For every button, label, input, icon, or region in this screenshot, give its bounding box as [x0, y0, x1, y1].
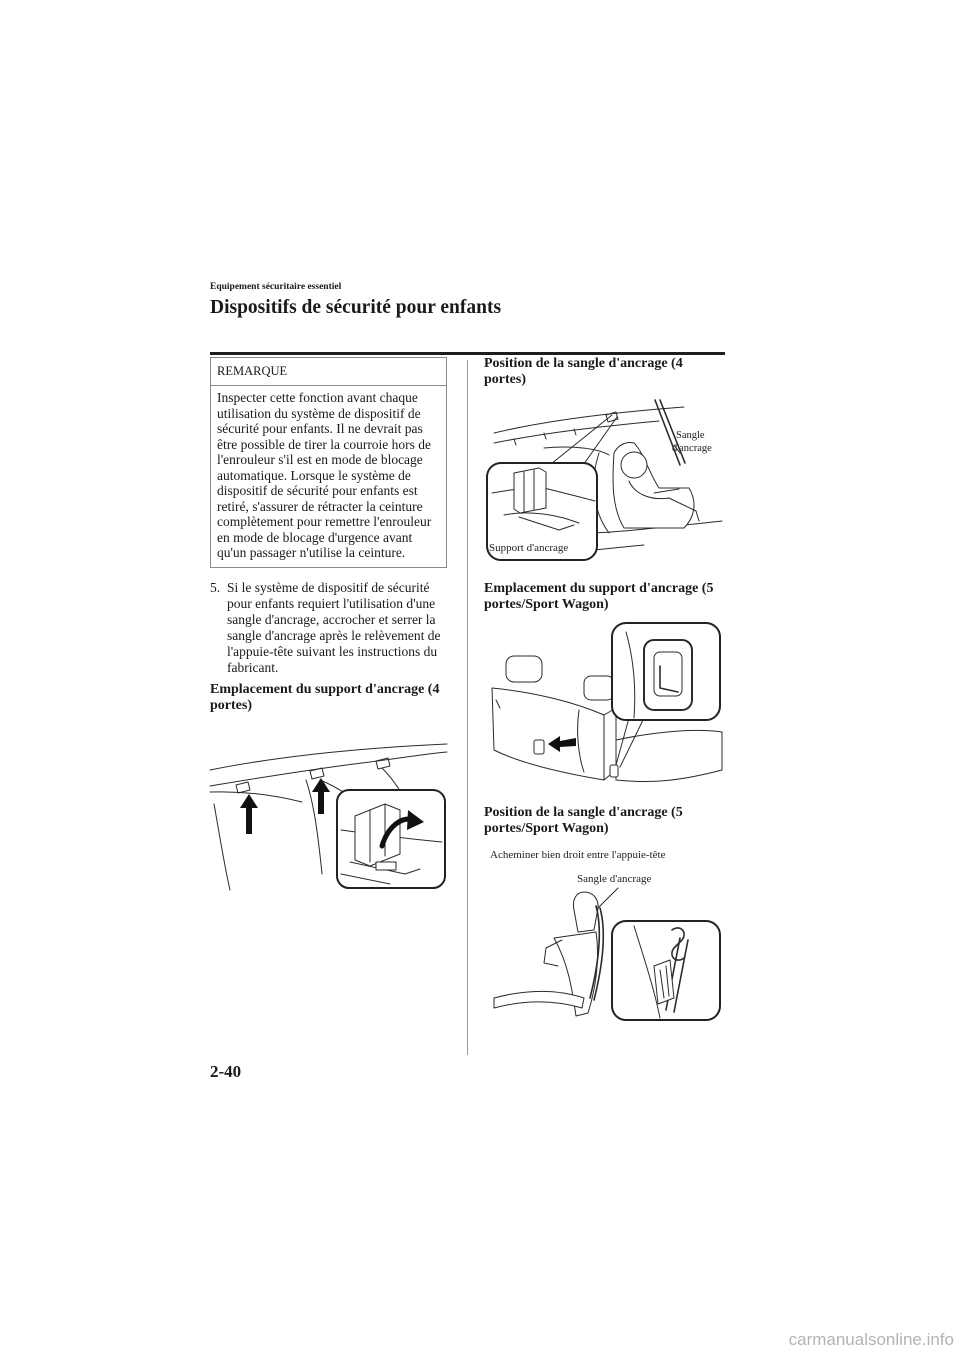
note-line: Inspecter cette fonction avant chaque	[217, 390, 418, 405]
anchor-mark	[534, 740, 544, 754]
page-title: Dispositifs de sécurité pour enfants	[210, 297, 502, 318]
page-number: 2-40	[210, 1062, 242, 1081]
label-anchor-bracket: Support d'ancrage	[489, 542, 569, 554]
label-leader-line	[598, 888, 618, 908]
note-line: être possible de tirer la courroie hors de	[217, 436, 432, 452]
heading-line: portes/Sport Wagon)	[484, 597, 609, 612]
child-head	[621, 452, 647, 478]
figure-tether-position-4-door	[484, 393, 725, 565]
headrest-middle	[584, 676, 614, 700]
note-line: utilisation du système de dispositif de	[217, 405, 421, 421]
step-line	[210, 580, 450, 596]
step-line: sangle d'ancrage après le relèvement de	[227, 628, 441, 643]
roof-and-shelf-lines	[494, 407, 684, 445]
figure-heading-tether-position-5-door	[484, 805, 683, 837]
heading-line: Emplacement du support d'ancrage (4	[210, 682, 440, 697]
note-line: retiré, s'assurer de rétracter la ceinture	[217, 498, 423, 514]
note-line: qu'un passager n'utilise la ceinture.	[217, 545, 406, 560]
headrest	[573, 892, 598, 932]
note-line: sécurité pour enfants. Il ne devrait pas	[217, 421, 423, 436]
note-body	[211, 386, 446, 561]
strap-tabs	[236, 758, 390, 793]
step-line: pour enfants requiert l'utilisation d'une	[227, 596, 436, 611]
anchor-mark	[610, 765, 618, 777]
step-line: fabricant.	[227, 660, 279, 675]
inset-detail	[337, 790, 445, 888]
label-route-strap: Acheminer bien droit entre l'appuie-tête	[490, 849, 666, 861]
anchor-bracket	[355, 804, 400, 866]
step-line: l'appuie-tête suivant les instructions du	[227, 644, 438, 659]
figure-anchor-bracket-location-4-door	[210, 742, 447, 892]
step-line: sangle d'ancrage, accrocher et serrer la	[227, 612, 436, 627]
figure-heading-anchor-bracket-4-door	[210, 682, 439, 714]
heading-line: portes/Sport Wagon)	[484, 821, 609, 836]
note-line: en mode de blocage d'urgence avant	[217, 529, 413, 545]
step-text: Si le système de dispositif de sécurité	[227, 580, 430, 595]
figure-anchor-bracket-location-5-door	[484, 620, 725, 790]
shelf-tab	[606, 412, 618, 422]
column-divider	[467, 360, 468, 1055]
note-heading: REMARQUE	[211, 358, 446, 386]
section-label: Equipement sécuritaire essentiel	[210, 282, 342, 292]
note-line: automatique. Lorsque le système de	[217, 467, 411, 483]
figure-heading-tether-position-4-door	[484, 356, 683, 388]
seat-cushion	[616, 730, 722, 781]
headrest-left	[506, 656, 542, 682]
title-rule	[210, 352, 725, 355]
note-box	[210, 357, 447, 568]
label-tether-strap: Sangle d'ancrage	[577, 873, 652, 885]
heading-line: portes)	[210, 698, 252, 713]
step-number: 5.	[210, 580, 221, 595]
note-line: dispositif de sécurité pour enfants est	[217, 483, 418, 498]
anchor-bracket	[514, 468, 546, 513]
heading-line: Position de la sangle d'ancrage (4	[484, 356, 683, 371]
figure-heading-anchor-bracket-5-door	[484, 581, 713, 613]
heading-line: portes)	[484, 372, 526, 387]
inset-detail	[612, 623, 720, 720]
note-line: l'enrouleur s'il est en mode de blocage	[217, 452, 423, 467]
label-tether-strap-line2: d'ancrage	[672, 443, 712, 454]
seat-cushion	[494, 991, 584, 1008]
inset-detail	[612, 921, 720, 1020]
heading-line: Emplacement du support d'ancrage (5	[484, 581, 714, 596]
heading-line: Position de la sangle d'ancrage (5	[484, 805, 683, 820]
arrow-up-icon	[240, 794, 258, 834]
bracket-tab	[376, 862, 396, 870]
note-line: complètement pour remettre l'enrouleur	[217, 514, 432, 529]
rear-seat-back	[492, 688, 604, 780]
watermark: carmanualsonline.info	[788, 1330, 954, 1349]
label-tether-strap-line1: Sangle	[676, 430, 705, 441]
step-5	[210, 580, 450, 676]
